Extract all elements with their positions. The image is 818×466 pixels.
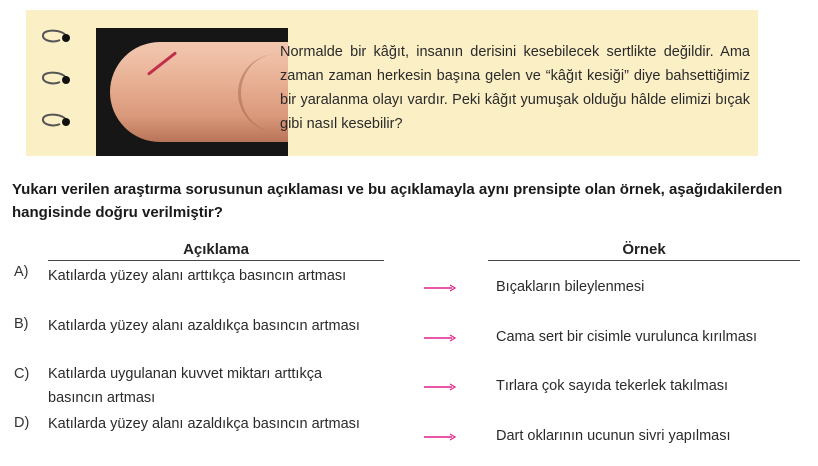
option-d-example: Dart oklarının ucunun sivri yapılması: [496, 428, 731, 444]
option-c-letter[interactable]: C): [14, 366, 30, 382]
finger-cut-photo: [96, 28, 288, 156]
binder-ring-icon: [40, 112, 74, 130]
option-a-letter[interactable]: A): [14, 264, 29, 280]
option-a-explanation: Katılarda yüzey alanı arttıkça basıncın artması: [48, 268, 347, 284]
option-d-letter[interactable]: D): [14, 415, 30, 431]
option-b-letter[interactable]: B): [14, 316, 29, 332]
column-divider: [488, 260, 800, 261]
option-c-example: Tırlara çok sayıda tekerlek takılması: [496, 378, 729, 394]
arrow-right-icon: [424, 334, 456, 342]
arrow-right-icon: [424, 433, 456, 441]
column-header-example: Örnek: [622, 241, 666, 258]
option-b-example: Cama sert bir cisimle vurulunca kırılması: [496, 329, 758, 345]
option-d-explanation: Katılarda yüzey alanı azaldıkça basıncın artması: [48, 416, 360, 432]
question-text: Yukarı verilen araştırma sorusunun açıklaması ve bu açıklamayla aynı prensipte olan örnek, aşağıdakilerden hangisinde doğru verilmiştir?: [12, 181, 783, 221]
column-header-explanation: Açıklama: [183, 241, 249, 258]
option-c-explanation: Katılarda uygulanan kuvvet miktarı arttıkça basıncın artması: [48, 366, 323, 406]
column-divider: [48, 260, 384, 261]
intro-note-card: [26, 10, 758, 156]
note-text: Normalde bir kâğıt, insanın derisini kesebilecek sertlikte değildir. Ama zaman zaman herkesin başına gelen ve “kâğıt kesiği” diye bahsettiğimiz bir yaralanma olayı vardır. Peki kâğıt yumuşak olduğu hâlde elimizi bıçak gibi nasıl kesebilir?: [280, 44, 750, 132]
arrow-right-icon: [424, 383, 456, 391]
binder-ring-icon: [40, 28, 74, 46]
arrow-right-icon: [424, 284, 456, 292]
option-b-explanation: Katılarda yüzey alanı azaldıkça basıncın artması: [48, 318, 360, 334]
binder-ring-icon: [40, 70, 74, 88]
option-a-example: Bıçakların bileylenmesi: [496, 279, 645, 295]
